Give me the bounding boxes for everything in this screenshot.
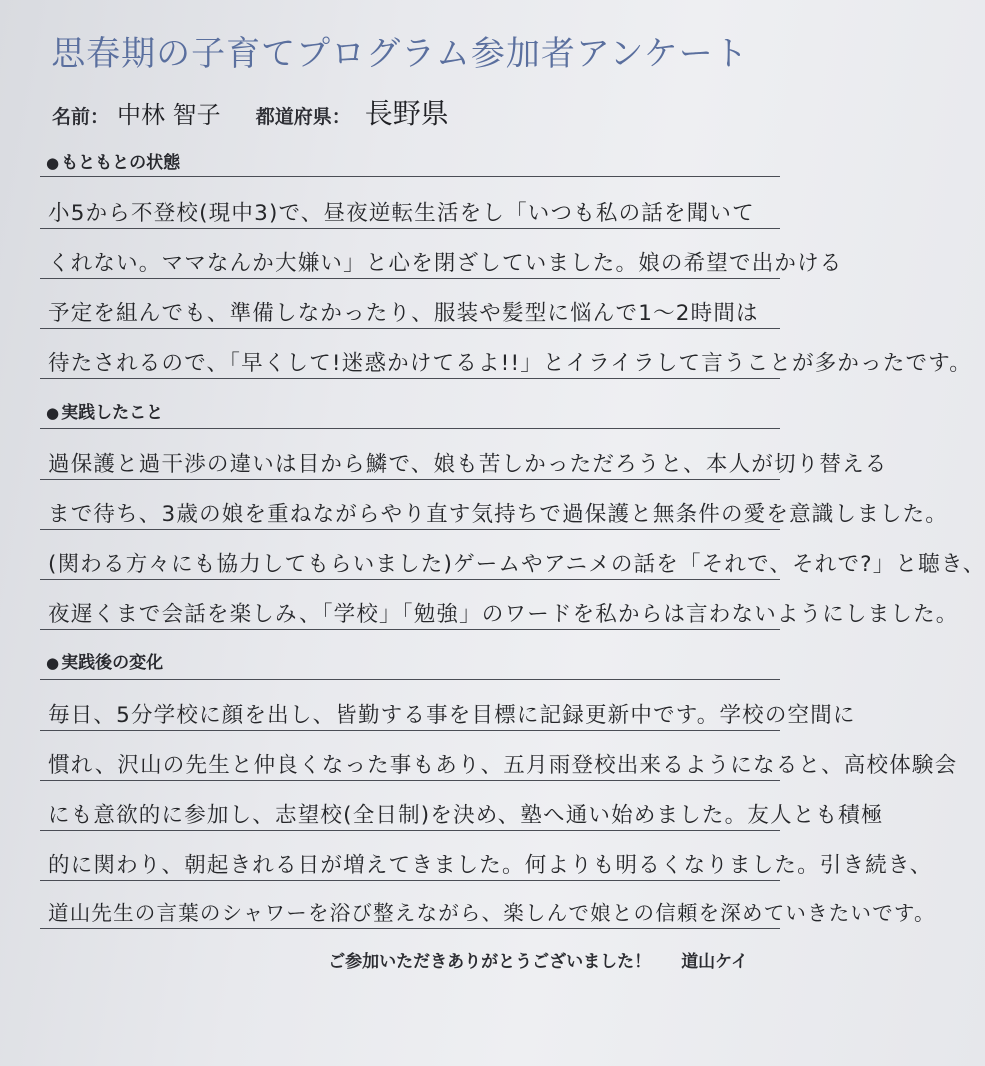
- prefecture-label: 都道府県：: [255, 106, 351, 128]
- answer-line: にも意欲的に参加し、志望校(全日制)を決め、塾へ通い始めました。友人とも積極: [48, 803, 884, 828]
- ruled-line: [40, 328, 780, 329]
- ruled-line: [40, 629, 780, 630]
- answer-line: 小5から不登校(現中3)で、昼夜逆転生活をし「いつも私の話を聞いて: [48, 201, 755, 226]
- section-heading-practice: ● 実践したこと: [46, 403, 164, 423]
- answer-line: 予定を組んでも、準備しなかったり、服装や髪型に悩んで1〜2時間は: [48, 301, 759, 326]
- bullet-icon: ●: [46, 654, 60, 672]
- section-heading-after-change: ● 実践後の変化: [46, 653, 164, 673]
- ruled-line: [40, 176, 780, 177]
- ruled-line: [40, 529, 780, 530]
- respondent-info: [52, 92, 772, 132]
- answer-line: 慣れ、沢山の先生と仲良くなった事もあり、五月雨登校出来るようになると、高校体験会: [48, 753, 958, 778]
- answer-line: 夜遅くまで会話を楽しみ、「学校」「勉強」のワードを私からは言わないようにしました。: [48, 602, 959, 627]
- answer-line: 過保護と過干渉の違いは目から鱗で、娘も苦しかっただろうと、本人が切り替える: [48, 452, 888, 477]
- answer-line: 待たされるので、「早くして!迷惑かけてるよ!!」とイライラして言うことが多かったです。: [48, 351, 972, 376]
- answer-line: くれない。ママなんか大嫌い」と心を閉ざしていました。娘の希望で出かける: [48, 251, 843, 276]
- ruled-line: [40, 830, 780, 831]
- name-label: 名前：: [52, 106, 110, 128]
- ruled-line: [40, 928, 780, 929]
- answer-line: まで待ち、3歳の娘を重ねながらやり直す気持ちで過保護と無条件の愛を意識しました。: [48, 502, 948, 527]
- closing-message: [0, 947, 800, 972]
- form-title: 思春期の子育てプログラム参加者アンケート: [51, 34, 749, 74]
- ruled-line: [40, 730, 780, 731]
- name-value: 中林 智子: [117, 101, 221, 129]
- ruled-line: [40, 780, 780, 781]
- ruled-line: [40, 378, 780, 379]
- bullet-icon: ●: [46, 404, 60, 422]
- section-heading-original-state: ● もともとの状態: [46, 153, 181, 173]
- ruled-line: [40, 880, 780, 881]
- answer-line: (関わる方々にも協力してもらいました)ゲームやアニメの話を「それで、それで?」と聴き、: [48, 552, 985, 577]
- ruled-line: [40, 428, 780, 429]
- ruled-line: [40, 579, 780, 580]
- ruled-line: [40, 228, 780, 229]
- answer-line: 毎日、5分学校に顔を出し、皆勤する事を目標に記録更新中です。学校の空間に: [48, 703, 856, 728]
- thanks-text: ご参加いただきありがとうございました！: [328, 952, 652, 972]
- prefecture-value: 長野県: [364, 97, 449, 130]
- ruled-line: [40, 679, 780, 680]
- ruled-line: [40, 278, 780, 279]
- signer-name: 道山ケイ: [681, 952, 748, 972]
- answer-line: 的に関わり、朝起きれる日が増えてきました。何よりも明るくなりました。引き続き、: [48, 853, 933, 878]
- answer-line: 道山先生の言葉のシャワーを浴び整えながら、楽しんで娘との信頼を深めていきたいです。: [48, 901, 936, 925]
- ruled-line: [40, 479, 780, 480]
- bullet-icon: ●: [46, 154, 60, 172]
